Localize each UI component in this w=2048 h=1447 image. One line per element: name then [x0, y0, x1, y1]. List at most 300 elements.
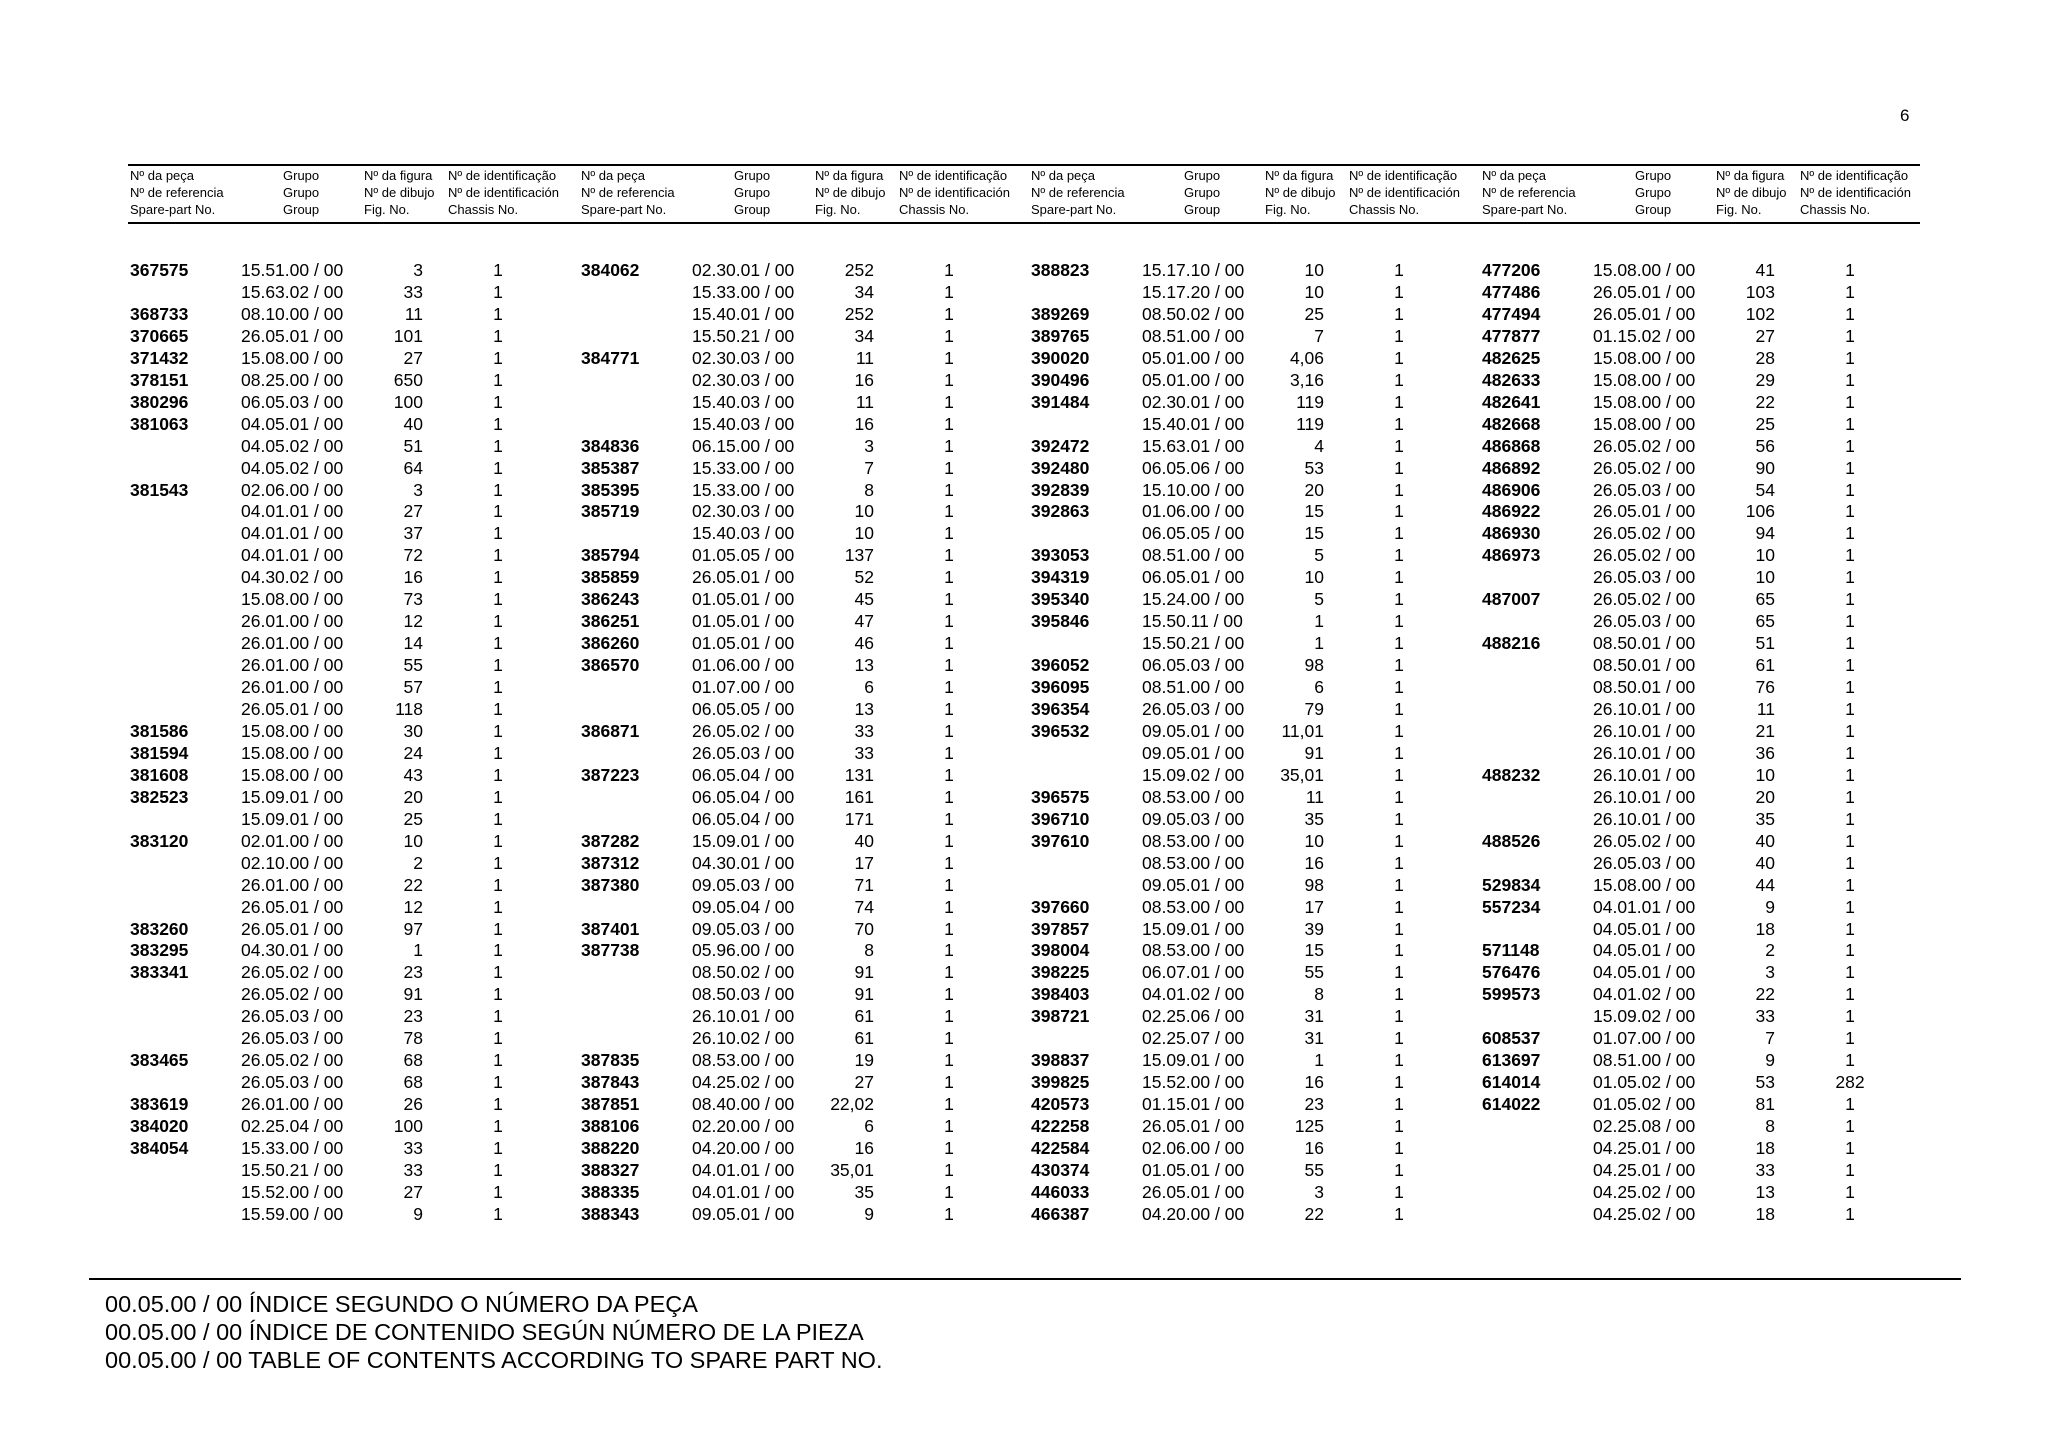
chassis-number: 1 [493, 281, 503, 302]
figure-number: 10 [1304, 260, 1324, 280]
part-number: 420573 [1031, 1094, 1090, 1115]
chassis-number: 1 [1845, 764, 1855, 785]
chassis-number: 1 [944, 325, 954, 346]
part-number: 486973 [1482, 545, 1541, 566]
group-code: 15.08.00 / 00 [1593, 260, 1696, 280]
header-part-label: Spare-part No. [130, 202, 216, 217]
figure-number: 103 [1745, 281, 1775, 302]
figure-number: 12 [403, 611, 423, 632]
figure-number: 76 [1755, 677, 1775, 698]
chassis-number: 1 [1394, 962, 1404, 983]
header-part-label: Nº da peça [130, 168, 195, 183]
part-number: 398837 [1031, 1050, 1090, 1071]
group-code: 08.25.00 / 00 [241, 369, 344, 390]
header-part [130, 167, 224, 218]
figure-number: 65 [1755, 611, 1775, 632]
group-code: 01.05.05 / 00 [692, 545, 795, 566]
group-code: 04.25.01 / 00 [1593, 1138, 1696, 1158]
chassis-number: 1 [1845, 1094, 1855, 1115]
part-number: 557234 [1482, 896, 1541, 917]
group-code: 06.05.05 / 00 [692, 699, 795, 719]
chassis-number: 1 [944, 369, 954, 390]
figure-number: 5 [1314, 545, 1324, 566]
figure-number: 20 [1304, 479, 1324, 500]
figure-number: 91 [854, 984, 874, 1005]
header-fig [815, 167, 886, 218]
group-code: 26.05.03 / 00 [241, 1028, 344, 1049]
chassis-number: 1 [1394, 435, 1404, 456]
figure-number: 31 [1304, 1006, 1324, 1027]
part-number: 381608 [130, 764, 189, 785]
part-number: 576476 [1482, 962, 1541, 983]
figure-number: 35,01 [1280, 764, 1324, 785]
figure-number: 8 [1765, 1116, 1775, 1137]
part-number: 385719 [581, 501, 640, 522]
chassis-number: 1 [944, 523, 954, 544]
header-fig-label: Nº da figura [364, 168, 433, 183]
part-number: 392480 [1031, 457, 1090, 478]
chassis-number: 1 [493, 808, 503, 829]
header-part-label: Nº de referencia [1031, 185, 1125, 200]
figure-number: 55 [1304, 962, 1324, 983]
figure-number: 10 [854, 523, 874, 544]
figure-number: 16 [854, 1138, 874, 1158]
chassis-number: 1 [493, 545, 503, 566]
chassis-number: 1 [1394, 347, 1404, 368]
figure-number: 102 [1745, 303, 1775, 324]
footer-divider [89, 1278, 1961, 1280]
group-code: 26.05.02 / 00 [692, 720, 795, 741]
header-chassis-label: Chassis No. [899, 202, 970, 217]
group-code: 15.09.02 / 00 [1593, 1006, 1696, 1027]
chassis-number: 1 [493, 830, 503, 851]
figure-number: 43 [403, 764, 423, 785]
figure-number: 27 [403, 501, 423, 522]
chassis-number: 1 [493, 523, 503, 544]
chassis-number: 1 [944, 896, 954, 917]
group-code: 08.53.00 / 00 [1142, 786, 1245, 807]
header-chassis [1800, 167, 1911, 218]
header-group [734, 167, 770, 218]
header-chassis-label: Nº de identificação [1349, 168, 1458, 183]
group-code: 02.30.03 / 00 [692, 347, 795, 368]
table-header [128, 164, 1920, 224]
part-number: 614014 [1482, 1072, 1541, 1093]
group-code: 26.10.01 / 00 [1593, 699, 1696, 719]
group-code: 08.53.00 / 00 [1142, 830, 1245, 851]
group-code: 08.51.00 / 00 [1142, 677, 1245, 698]
chassis-number: 1 [1394, 325, 1404, 346]
part-number: 486922 [1482, 501, 1541, 522]
footer-title-es: 00.05.00 / 00 ÍNDICE DE CONTENIDO SEGÚN NÚMERO DE LA PIEZA [105, 1319, 864, 1345]
group-code: 26.05.01 / 00 [241, 918, 344, 939]
chassis-number: 1 [1394, 281, 1404, 302]
chassis-number: 1 [1845, 1203, 1855, 1224]
header-fig-label: Nº de dibujo [364, 185, 435, 200]
chassis-number: 1 [1394, 874, 1404, 895]
group-code: 26.01.00 / 00 [241, 633, 344, 654]
group-code: 15.33.00 / 00 [692, 479, 795, 500]
group-code: 15.63.02 / 00 [241, 281, 344, 302]
figure-number: 98 [1304, 655, 1324, 676]
group-code: 15.33.00 / 00 [692, 281, 795, 302]
figure-number: 26 [403, 1094, 423, 1115]
chassis-number: 1 [1845, 720, 1855, 741]
chassis-number: 1 [1845, 940, 1855, 961]
figure-number: 16 [403, 567, 423, 588]
header-chassis [448, 167, 559, 218]
group-code: 26.05.03 / 00 [241, 1006, 344, 1027]
chassis-number: 1 [944, 501, 954, 522]
group-code: 15.40.03 / 00 [692, 413, 795, 434]
figure-number: 35 [854, 1181, 874, 1202]
figure-number: 125 [1294, 1116, 1324, 1137]
header-group-label: Group [283, 202, 320, 217]
group-code: 04.30.02 / 00 [241, 567, 344, 588]
chassis-number: 1 [944, 1028, 954, 1049]
group-code: 15.52.00 / 00 [1142, 1072, 1245, 1093]
figure-number: 171 [844, 808, 874, 829]
part-number: 383120 [130, 830, 189, 851]
figure-number: 11 [855, 391, 874, 412]
header-fig [1716, 167, 1787, 218]
group-code: 02.30.01 / 00 [692, 260, 795, 280]
chassis-number: 1 [1845, 391, 1855, 412]
group-code: 26.01.00 / 00 [241, 1094, 344, 1115]
figure-number: 27 [403, 1181, 423, 1202]
group-code: 26.01.00 / 00 [241, 677, 344, 698]
figure-number: 64 [403, 457, 423, 478]
group-code: 15.09.01 / 00 [241, 786, 344, 807]
figure-number: 137 [844, 545, 874, 566]
part-number: 399825 [1031, 1072, 1090, 1093]
group-code: 15.08.00 / 00 [1593, 874, 1696, 895]
chassis-number: 1 [944, 808, 954, 829]
group-code: 15.40.01 / 00 [1142, 413, 1245, 434]
chassis-number: 1 [944, 962, 954, 983]
group-code: 04.05.01 / 00 [1593, 962, 1696, 983]
group-code: 01.05.01 / 00 [692, 633, 795, 654]
figure-number: 20 [1755, 786, 1775, 807]
header-part-label: Spare-part No. [1031, 202, 1117, 217]
group-code: 15.08.00 / 00 [241, 347, 344, 368]
figure-number: 33 [403, 1159, 423, 1180]
header-group-label: Grupo [734, 185, 771, 200]
group-code: 06.05.04 / 00 [692, 764, 795, 785]
chassis-number: 1 [1845, 1006, 1855, 1027]
chassis-number: 1 [944, 1116, 954, 1137]
chassis-number: 1 [493, 611, 503, 632]
chassis-number: 1 [1845, 281, 1855, 302]
group-code: 15.08.00 / 00 [1593, 391, 1696, 412]
chassis-number: 1 [1394, 369, 1404, 390]
header-fig-label: Nº da figura [1265, 168, 1334, 183]
header-part-label: Nº de referencia [581, 185, 675, 200]
chassis-number: 1 [493, 1159, 503, 1180]
part-number: 477206 [1482, 260, 1541, 280]
chassis-number: 1 [1845, 457, 1855, 478]
figure-number: 106 [1745, 501, 1775, 522]
header-chassis-label: Nº de identificação [1800, 168, 1909, 183]
part-number: 388335 [581, 1181, 640, 1202]
chassis-number: 1 [493, 457, 503, 478]
chassis-number: 1 [1394, 1072, 1404, 1093]
chassis-number: 1 [493, 984, 503, 1005]
figure-number: 91 [403, 984, 423, 1005]
group-code: 15.08.00 / 00 [241, 720, 344, 741]
group-code: 15.40.01 / 00 [692, 303, 795, 324]
figure-number: 3 [1765, 962, 1775, 983]
part-number: 477877 [1482, 325, 1541, 346]
chassis-number: 1 [493, 567, 503, 588]
group-code: 02.01.00 / 00 [241, 830, 344, 851]
figure-number: 22 [1755, 984, 1775, 1005]
figure-number: 10 [1755, 567, 1775, 588]
group-code: 04.30.01 / 00 [692, 852, 795, 873]
figure-number: 79 [1304, 699, 1324, 719]
part-number: 446033 [1031, 1181, 1090, 1202]
figure-number: 7 [864, 457, 874, 478]
group-code: 04.01.01 / 00 [241, 523, 344, 544]
header-group-label: Grupo [283, 185, 320, 200]
figure-number: 70 [854, 918, 874, 939]
part-number: 396575 [1031, 786, 1090, 807]
chassis-number: 1 [493, 852, 503, 873]
header-group-label: Group [1184, 202, 1221, 217]
figure-number: 90 [1755, 457, 1775, 478]
group-code: 15.09.02 / 00 [1142, 764, 1245, 785]
figure-number: 35 [1755, 808, 1775, 829]
page-number: 6 [1900, 106, 1910, 125]
group-code: 08.40.00 / 00 [692, 1094, 795, 1115]
figure-number: 14 [403, 633, 423, 654]
figure-number: 4 [1314, 435, 1324, 456]
group-code: 26.05.01 / 00 [1142, 1181, 1245, 1202]
group-code: 26.01.00 / 00 [241, 611, 344, 632]
group-code: 15.33.00 / 00 [692, 457, 795, 478]
group-code: 04.25.02 / 00 [1593, 1203, 1696, 1224]
group-code: 04.25.01 / 00 [1593, 1159, 1696, 1180]
part-number: 383341 [130, 962, 189, 983]
chassis-number: 1 [1394, 786, 1404, 807]
part-number: 486868 [1482, 435, 1541, 456]
figure-number: 23 [403, 1006, 423, 1027]
figure-number: 10 [1304, 567, 1324, 588]
figure-number: 3 [413, 479, 423, 500]
header-chassis-label: Chassis No. [1349, 202, 1420, 217]
figure-number: 8 [864, 479, 874, 500]
group-code: 15.52.00 / 00 [241, 1181, 344, 1202]
part-number: 430374 [1031, 1159, 1090, 1180]
figure-number: 16 [854, 369, 874, 390]
group-code: 01.07.00 / 00 [692, 677, 795, 698]
part-number: 378151 [130, 369, 189, 390]
chassis-number: 1 [1394, 830, 1404, 851]
chassis-number: 1 [944, 1006, 954, 1027]
figure-number: 15 [1304, 501, 1324, 522]
figure-number: 16 [1304, 852, 1324, 873]
figure-number: 13 [1755, 1181, 1775, 1202]
chassis-number: 1 [944, 677, 954, 698]
chassis-number: 1 [493, 764, 503, 785]
header-chassis-label: Nº de identificação [448, 168, 557, 183]
figure-number: 71 [854, 874, 874, 895]
chassis-number: 1 [1394, 918, 1404, 939]
figure-number: 13 [854, 655, 874, 676]
group-code: 01.15.01 / 00 [1142, 1094, 1245, 1115]
group-code: 04.25.02 / 00 [692, 1072, 795, 1093]
chassis-number: 1 [944, 611, 954, 632]
chassis-number: 1 [944, 633, 954, 654]
chassis-number: 1 [1394, 1181, 1404, 1202]
group-code: 26.05.02 / 00 [1593, 545, 1696, 566]
chassis-number: 1 [1394, 940, 1404, 961]
figure-number: 252 [844, 260, 874, 280]
chassis-number: 1 [944, 655, 954, 676]
chassis-number: 1 [493, 1006, 503, 1027]
part-number: 388823 [1031, 260, 1090, 280]
figure-number: 8 [1314, 984, 1324, 1005]
chassis-number: 1 [493, 940, 503, 961]
figure-number: 61 [1755, 655, 1775, 676]
group-code: 02.06.00 / 00 [241, 479, 344, 500]
group-code: 09.05.03 / 00 [692, 918, 795, 939]
group-code: 26.10.01 / 00 [692, 1006, 795, 1027]
part-number: 387835 [581, 1050, 640, 1071]
group-code: 26.05.03 / 00 [1142, 699, 1245, 719]
figure-number: 16 [1304, 1072, 1324, 1093]
group-code: 04.01.02 / 00 [1142, 984, 1245, 1005]
group-code: 05.01.00 / 00 [1142, 369, 1245, 390]
figure-number: 68 [403, 1072, 423, 1093]
part-number: 387282 [581, 830, 640, 851]
part-number: 384836 [581, 435, 640, 456]
header-chassis [899, 167, 1010, 218]
figure-number: 9 [1765, 1050, 1775, 1071]
part-number: 391484 [1031, 391, 1090, 412]
chassis-number: 1 [1845, 808, 1855, 829]
figure-number: 25 [1755, 413, 1775, 434]
figure-number: 8 [864, 940, 874, 961]
group-code: 04.05.01 / 00 [1593, 940, 1696, 961]
chassis-number: 1 [944, 545, 954, 566]
group-code: 08.50.02 / 00 [1142, 303, 1245, 324]
part-number: 398004 [1031, 940, 1090, 961]
figure-number: 3 [1314, 1181, 1324, 1202]
chassis-number: 1 [944, 918, 954, 939]
figure-number: 78 [403, 1028, 423, 1049]
figure-number: 33 [403, 1138, 423, 1158]
group-code: 26.10.01 / 00 [1593, 808, 1696, 829]
figure-number: 16 [1304, 1138, 1324, 1158]
group-code: 02.30.01 / 00 [1142, 391, 1245, 412]
chassis-number: 1 [1394, 1094, 1404, 1115]
group-code: 15.08.00 / 00 [1593, 413, 1696, 434]
figure-number: 11 [855, 347, 874, 368]
group-code: 08.10.00 / 00 [241, 303, 344, 324]
group-code: 26.05.02 / 00 [241, 962, 344, 983]
chassis-number: 1 [1394, 720, 1404, 741]
part-number: 398225 [1031, 962, 1090, 983]
header-fig-label: Fig. No. [1716, 202, 1762, 217]
group-code: 01.15.02 / 00 [1593, 325, 1696, 346]
header-part-label: Nº da peça [1031, 168, 1096, 183]
group-code: 04.05.02 / 00 [241, 435, 344, 456]
group-code: 26.05.01 / 00 [241, 699, 344, 719]
figure-number: 27 [403, 347, 423, 368]
group-code: 26.05.02 / 00 [1593, 457, 1696, 478]
chassis-number: 1 [944, 303, 954, 324]
group-code: 08.50.03 / 00 [692, 984, 795, 1005]
part-number: 396052 [1031, 655, 1090, 676]
group-code: 02.25.07 / 00 [1142, 1028, 1245, 1049]
group-code: 02.10.00 / 00 [241, 852, 344, 873]
part-number: 382523 [130, 786, 189, 807]
chassis-number: 1 [1845, 896, 1855, 917]
chassis-number: 1 [1394, 413, 1404, 434]
figure-number: 41 [1755, 260, 1775, 280]
part-number: 387851 [581, 1094, 640, 1115]
figure-number: 7 [1314, 325, 1324, 346]
part-number: 383260 [130, 918, 189, 939]
group-code: 26.05.03 / 00 [1593, 852, 1696, 873]
figure-number: 3 [864, 435, 874, 456]
part-number: 390496 [1031, 369, 1090, 390]
chassis-number: 1 [493, 742, 503, 763]
group-code: 08.53.00 / 00 [1142, 940, 1245, 961]
document-footer [105, 1290, 883, 1374]
group-code: 26.10.01 / 00 [1593, 742, 1696, 763]
chassis-number: 1 [1845, 260, 1855, 280]
figure-number: 94 [1755, 523, 1775, 544]
group-code: 15.17.10 / 00 [1142, 260, 1245, 280]
chassis-number: 1 [493, 391, 503, 412]
chassis-number: 1 [944, 1050, 954, 1071]
chassis-number: 1 [493, 1181, 503, 1202]
part-number: 384062 [581, 260, 640, 280]
group-code: 02.20.00 / 00 [692, 1116, 795, 1137]
figure-number: 33 [854, 742, 874, 763]
chassis-number: 1 [1845, 1116, 1855, 1137]
chassis-number: 1 [1845, 677, 1855, 698]
part-number: 387312 [581, 852, 640, 873]
figure-number: 51 [403, 435, 423, 456]
group-code: 15.08.00 / 00 [1593, 369, 1696, 390]
chassis-number: 1 [1845, 523, 1855, 544]
chassis-number: 1 [1845, 1181, 1855, 1202]
chassis-number: 1 [493, 325, 503, 346]
header-chassis-label: Nº de identificación [899, 185, 1010, 200]
figure-number: 34 [854, 325, 874, 346]
chassis-number: 1 [1845, 874, 1855, 895]
figure-number: 81 [1755, 1094, 1775, 1115]
group-code: 02.25.06 / 00 [1142, 1006, 1245, 1027]
part-number: 599573 [1482, 984, 1541, 1005]
chassis-number: 1 [944, 742, 954, 763]
chassis-number: 1 [493, 303, 503, 324]
chassis-number: 1 [1845, 633, 1855, 654]
group-code: 26.05.02 / 00 [1593, 589, 1696, 610]
chassis-number: 1 [493, 435, 503, 456]
figure-number: 24 [403, 742, 423, 763]
part-number: 397610 [1031, 830, 1090, 851]
group-code: 09.05.01 / 00 [1142, 720, 1245, 741]
figure-number: 9 [413, 1203, 423, 1224]
figure-number: 13 [854, 699, 874, 719]
header-chassis-label: Chassis No. [1800, 202, 1871, 217]
chassis-number: 1 [493, 1203, 503, 1224]
header-fig-label: Fig. No. [815, 202, 861, 217]
